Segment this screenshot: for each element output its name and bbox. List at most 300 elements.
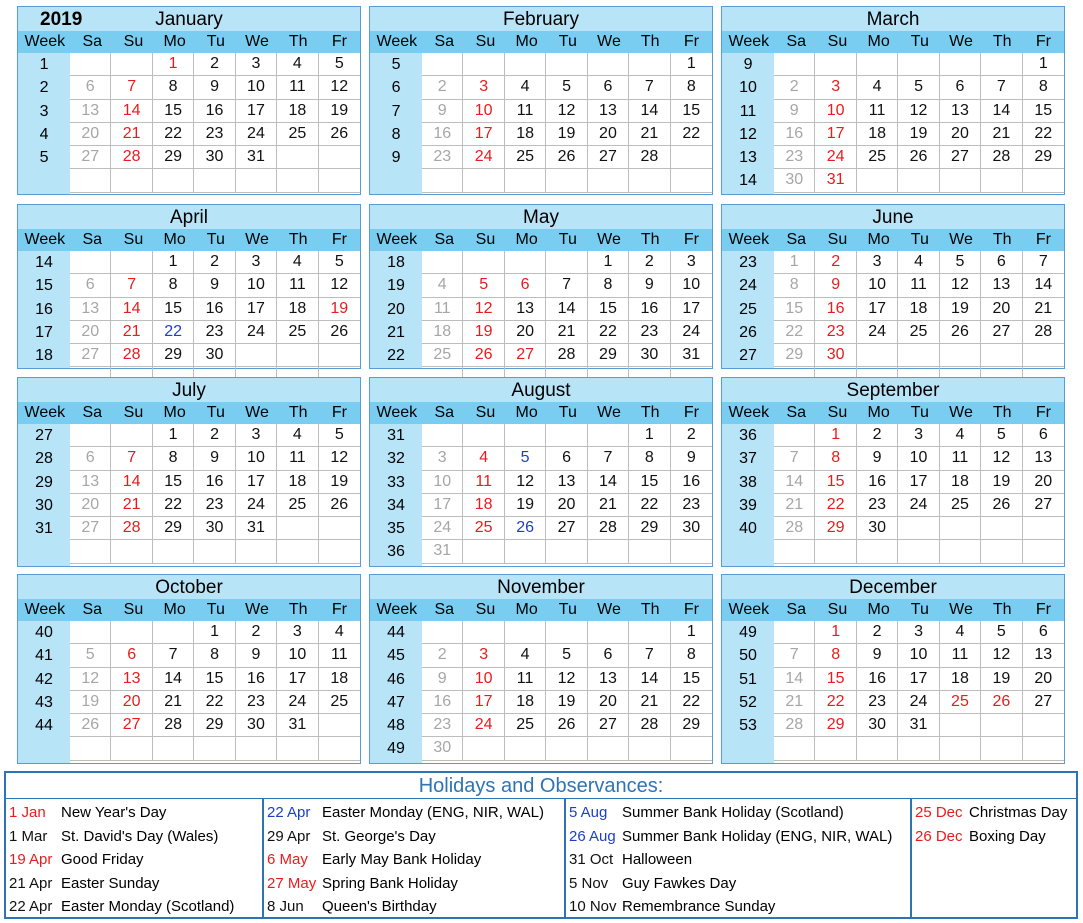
day-cell: 22 (815, 691, 856, 713)
day-cell: 22 (588, 321, 629, 343)
holidays-column (6, 799, 264, 917)
day-cell: 20 (505, 321, 546, 343)
week-row (774, 123, 1064, 146)
week-row (774, 621, 1064, 644)
day-cell: 5 (334, 253, 344, 270)
holidays-column (566, 799, 912, 917)
day-cell (277, 737, 318, 759)
week-column-header: Week (376, 33, 418, 50)
day-cell: 10 (898, 447, 939, 469)
day-cell: 23 (194, 321, 235, 343)
day-cell (629, 169, 670, 191)
week-number: 9 (743, 56, 753, 73)
weekday-label: We (245, 231, 269, 248)
week-number: 47 (387, 693, 405, 711)
day-cell (319, 714, 360, 736)
day-cell (319, 540, 360, 562)
day-cell: 26 (505, 517, 546, 539)
weekday-label: We (245, 33, 269, 50)
weekday-label: Fr (683, 33, 699, 50)
day-cell: 13 (588, 100, 629, 122)
weekday-label: Mo (163, 33, 186, 50)
day-cell: 11 (898, 274, 939, 296)
day-cell: 4 (277, 251, 318, 273)
day-cell (422, 53, 463, 75)
day-cell (898, 540, 939, 562)
day-cell: 1 (629, 424, 670, 446)
week-number: 27 (35, 427, 53, 444)
day-cell: 29 (194, 714, 235, 736)
week-row (422, 146, 712, 169)
day-cell: 11 (505, 668, 546, 690)
weekday-label: Sa (82, 231, 103, 248)
day-cell (194, 737, 235, 759)
day-cell: 6 (588, 76, 629, 98)
day-cell (277, 517, 318, 539)
weekday-label: Su (827, 33, 848, 50)
month-title: November (370, 575, 712, 599)
day-cell: 19 (70, 691, 111, 713)
day-cell: 17 (463, 691, 504, 713)
holiday-date: 25 Dec (915, 804, 963, 821)
week-number: 40 (739, 520, 757, 538)
week-row (422, 53, 712, 76)
holiday-item (6, 801, 262, 825)
day-cell: 6 (546, 447, 587, 469)
holiday-item (566, 825, 910, 849)
week-number-column (370, 621, 422, 763)
week-row (422, 644, 712, 667)
day-cell: 3 (422, 447, 463, 469)
day-cell: 20 (70, 494, 111, 516)
day-cell: 6 (981, 251, 1022, 273)
holiday-item (912, 825, 1076, 849)
day-cell: 6 (111, 644, 152, 666)
day-cell: 19 (330, 101, 349, 119)
day-cell (153, 540, 194, 562)
weekday-label: Su (475, 601, 496, 618)
week-number: 40 (35, 624, 53, 641)
day-cell: 14 (546, 298, 587, 320)
weekday-label: Su (475, 33, 496, 50)
day-cell: 18 (463, 494, 504, 516)
day-cell: 14 (153, 668, 194, 690)
day-cell: 10 (857, 274, 898, 296)
day-cell: 11 (330, 646, 348, 664)
day-cell (940, 169, 981, 191)
day-cell: 12 (898, 100, 939, 122)
week-row (422, 691, 712, 714)
day-cell: 21 (546, 321, 587, 343)
day-cell (774, 53, 815, 75)
day-cell: 10 (815, 100, 856, 122)
week-row (70, 621, 360, 644)
day-cell: 9 (194, 447, 235, 469)
weekday-label: Tu (558, 33, 577, 50)
day-cell: 16 (815, 298, 856, 320)
week-column-header: Week (728, 601, 770, 618)
week-row (70, 424, 360, 447)
day-cell (422, 424, 463, 446)
week-row (70, 540, 360, 563)
week-number-column (722, 621, 774, 763)
day-cell: 22 (815, 494, 856, 516)
weekday-header (370, 229, 712, 251)
week-number: 34 (387, 496, 405, 514)
weekday-label: We (597, 231, 621, 248)
day-cell: 6 (1038, 426, 1048, 443)
week-row (422, 169, 712, 192)
week-number: 31 (35, 520, 53, 538)
day-cell (857, 169, 898, 191)
day-cell: 14 (629, 100, 670, 122)
day-cell: 11 (463, 471, 504, 493)
week-number: 10 (739, 79, 757, 97)
month-october (17, 574, 361, 764)
day-cell (277, 169, 318, 191)
day-cell: 25 (898, 321, 939, 343)
day-cell (505, 737, 546, 759)
day-cell: 28 (774, 517, 815, 539)
day-cell: 22 (682, 124, 701, 142)
month-december (721, 574, 1065, 764)
weekday-label: Th (288, 231, 308, 248)
day-cell: 10 (236, 274, 277, 296)
holiday-item (566, 848, 910, 872)
week-row (422, 737, 712, 760)
holiday-name: St. George's Day (322, 827, 436, 845)
day-cell: 20 (940, 123, 981, 145)
day-cell: 19 (505, 494, 546, 516)
day-cell: 2 (194, 424, 235, 446)
day-cell: 25 (277, 494, 318, 516)
week-row (70, 517, 360, 540)
day-cell (857, 344, 898, 366)
day-cell (319, 344, 360, 366)
day-cell: 3 (815, 76, 856, 98)
day-cell: 21 (588, 494, 629, 516)
day-cell: 9 (857, 644, 898, 666)
holiday-item (264, 825, 564, 849)
day-cell (463, 251, 504, 273)
day-cell: 18 (505, 691, 546, 713)
weekday-label: We (597, 404, 621, 421)
day-cell: 2 (815, 251, 856, 273)
week-row (774, 424, 1064, 447)
day-cell: 21 (111, 123, 152, 145)
month-title: July (18, 378, 360, 402)
day-cell: 21 (774, 494, 815, 516)
holiday-item (264, 895, 564, 919)
weekday-label: Fr (331, 404, 347, 421)
day-cell: 15 (153, 100, 194, 122)
weekday-label: Mo (515, 231, 538, 248)
day-cell: 3 (898, 424, 939, 446)
week-row (70, 274, 360, 297)
day-cell: 6 (1038, 623, 1048, 640)
day-cell: 28 (774, 714, 815, 736)
day-cell: 3 (277, 621, 318, 643)
holiday-date: 6 May (267, 851, 308, 869)
weekday-label: Mo (163, 231, 186, 248)
holidays-column (912, 799, 1076, 917)
weekday-label: Mo (867, 404, 890, 421)
week-number: 12 (739, 125, 757, 143)
day-cell: 29 (629, 517, 670, 539)
weekday-label: Fr (331, 231, 347, 248)
day-cell: 3 (236, 251, 277, 273)
week-row (774, 714, 1064, 737)
week-number (18, 540, 70, 563)
day-cell: 14 (981, 100, 1022, 122)
week-row (422, 321, 712, 344)
weekday-label: Mo (163, 404, 186, 421)
day-grid (774, 424, 1064, 566)
day-grid (70, 53, 360, 194)
weekday-header (722, 402, 1064, 424)
day-cell: 18 (940, 471, 981, 493)
day-cell: 26 (940, 321, 981, 343)
day-cell: 16 (194, 298, 235, 320)
week-number: 32 (387, 450, 405, 468)
day-cell: 4 (505, 644, 546, 666)
day-cell: 18 (277, 100, 318, 122)
day-cell (153, 169, 194, 191)
weekday-label: Th (288, 404, 308, 421)
day-cell (671, 146, 712, 168)
day-cell: 8 (815, 644, 856, 666)
day-cell: 1 (153, 424, 194, 446)
weekday-header (722, 229, 1064, 251)
day-cell (588, 169, 629, 191)
week-row (774, 274, 1064, 297)
day-cell: 26 (330, 124, 349, 142)
month-january (17, 6, 361, 195)
weekday-label: Su (123, 601, 144, 618)
day-cell: 24 (815, 146, 856, 168)
week-number (18, 737, 70, 760)
week-number: 18 (387, 254, 405, 271)
day-cell: 7 (111, 274, 152, 296)
weekday-label: Tu (910, 33, 929, 50)
weekday-label: We (949, 601, 973, 618)
day-cell: 25 (940, 691, 981, 713)
week-row (774, 447, 1064, 470)
day-cell: 21 (981, 123, 1022, 145)
week-number: 22 (387, 347, 405, 365)
day-cell (194, 540, 235, 562)
day-cell: 17 (857, 298, 898, 320)
day-cell: 15 (774, 298, 815, 320)
day-cell: 5 (463, 274, 504, 296)
week-row (70, 321, 360, 344)
day-cell: 7 (774, 447, 815, 469)
day-cell: 16 (857, 471, 898, 493)
day-cell: 20 (981, 298, 1022, 320)
week-number-column (18, 251, 70, 368)
weekday-label: Fr (683, 404, 699, 421)
day-cell: 27 (1034, 495, 1053, 513)
day-cell: 24 (463, 146, 504, 168)
day-cell: 1 (686, 623, 696, 640)
day-cell (505, 169, 546, 191)
day-cell: 27 (70, 517, 111, 539)
day-grid (70, 621, 360, 763)
weekday-label: Tu (206, 404, 225, 421)
weekday-label: Mo (515, 404, 538, 421)
holiday-item (912, 801, 1076, 825)
day-cell: 22 (629, 494, 670, 516)
day-cell (111, 251, 152, 273)
holiday-date: 5 Aug (569, 804, 608, 821)
day-cell: 14 (774, 668, 815, 690)
holiday-name: Halloween (622, 851, 693, 869)
week-number: 19 (387, 277, 405, 295)
weekday-label: Mo (867, 231, 890, 248)
day-cell: 6 (70, 447, 111, 469)
day-cell: 1 (588, 251, 629, 273)
day-cell (422, 621, 463, 643)
weekday-label: Su (123, 404, 144, 421)
day-cell: 9 (194, 76, 235, 98)
weekday-header (722, 599, 1064, 621)
day-cell: 11 (505, 100, 546, 122)
day-cell: 31 (682, 346, 701, 364)
week-number: 35 (387, 520, 405, 538)
day-cell (898, 737, 939, 759)
day-cell: 2 (422, 644, 463, 666)
day-cell: 8 (194, 644, 235, 666)
day-cell: 11 (857, 100, 898, 122)
day-cell: 12 (546, 668, 587, 690)
week-row (422, 540, 712, 563)
weekday-label: Tu (206, 33, 225, 50)
week-number: 36 (387, 543, 405, 561)
day-cell (774, 621, 815, 643)
day-cell: 4 (277, 424, 318, 446)
day-cell (463, 53, 504, 75)
holiday-name: Boxing Day (969, 827, 1046, 845)
day-cell: 29 (682, 716, 701, 734)
holiday-date: 31 Oct (569, 851, 614, 869)
day-cell: 22 (194, 691, 235, 713)
month-title: June (722, 205, 1064, 229)
day-cell: 26 (330, 495, 349, 513)
weekday-label: Th (992, 601, 1012, 618)
day-cell: 1 (194, 621, 235, 643)
day-cell: 28 (153, 714, 194, 736)
week-row (70, 447, 360, 470)
day-cell (319, 146, 360, 168)
day-cell: 25 (277, 123, 318, 145)
weekday-label: Tu (910, 231, 929, 248)
day-cell: 23 (857, 691, 898, 713)
day-cell: 2 (236, 621, 277, 643)
week-number: 14 (35, 254, 53, 271)
day-cell: 14 (111, 298, 152, 320)
day-cell: 19 (463, 321, 504, 343)
day-cell (940, 540, 981, 562)
weekday-header (18, 31, 360, 53)
day-cell: 21 (1034, 299, 1053, 317)
day-cell: 4 (857, 76, 898, 98)
day-cell: 24 (898, 691, 939, 713)
holiday-name: Early May Bank Holiday (322, 851, 482, 869)
week-number: 44 (35, 717, 53, 735)
day-cell: 15 (194, 668, 235, 690)
week-row (774, 169, 1064, 192)
week-number: 25 (739, 300, 757, 318)
day-cell: 7 (546, 274, 587, 296)
day-cell (463, 169, 504, 191)
weekday-label: Mo (163, 601, 186, 618)
day-cell: 16 (629, 298, 670, 320)
day-cell (70, 540, 111, 562)
day-cell: 13 (111, 668, 152, 690)
week-row (70, 146, 360, 169)
holiday-item (6, 895, 262, 919)
day-cell (70, 251, 111, 273)
day-cell: 21 (111, 494, 152, 516)
day-cell: 15 (153, 471, 194, 493)
day-cell: 11 (422, 298, 463, 320)
month-title: February (370, 7, 712, 31)
day-cell (70, 737, 111, 759)
day-cell: 17 (422, 494, 463, 516)
week-number: 46 (387, 670, 405, 688)
weekday-label: Mo (867, 601, 890, 618)
week-row (774, 540, 1064, 563)
day-cell (940, 344, 981, 366)
holiday-date: 22 Apr (9, 898, 53, 916)
day-cell: 9 (774, 100, 815, 122)
day-cell (981, 540, 1022, 562)
day-cell (671, 737, 712, 759)
day-cell: 18 (277, 298, 318, 320)
day-cell (981, 714, 1022, 736)
day-cell: 18 (505, 123, 546, 145)
day-cell: 5 (334, 55, 344, 72)
day-cell: 7 (111, 76, 152, 98)
day-cell: 27 (940, 146, 981, 168)
holiday-name: Easter Monday (ENG, NIR, WAL) (322, 804, 544, 821)
day-cell: 1 (774, 251, 815, 273)
day-cell: 11 (940, 447, 981, 469)
week-row (422, 344, 712, 367)
week-number: 49 (739, 624, 757, 641)
day-cell: 9 (422, 668, 463, 690)
day-cell: 9 (194, 274, 235, 296)
week-row (422, 447, 712, 470)
weekday-label: Su (827, 601, 848, 618)
week-row (422, 100, 712, 123)
month-title: March (722, 7, 1064, 31)
month-september (721, 377, 1065, 567)
week-number: 29 (35, 473, 53, 491)
day-cell: 3 (857, 251, 898, 273)
weekday-label: Fr (1035, 231, 1051, 248)
day-cell: 28 (981, 146, 1022, 168)
day-cell: 19 (898, 123, 939, 145)
day-cell (194, 169, 235, 191)
week-row (774, 76, 1064, 99)
day-cell: 17 (815, 123, 856, 145)
day-cell (422, 251, 463, 273)
weekday-header (18, 229, 360, 251)
week-number: 4 (39, 125, 49, 143)
month-title: May (370, 205, 712, 229)
day-grid (70, 424, 360, 566)
